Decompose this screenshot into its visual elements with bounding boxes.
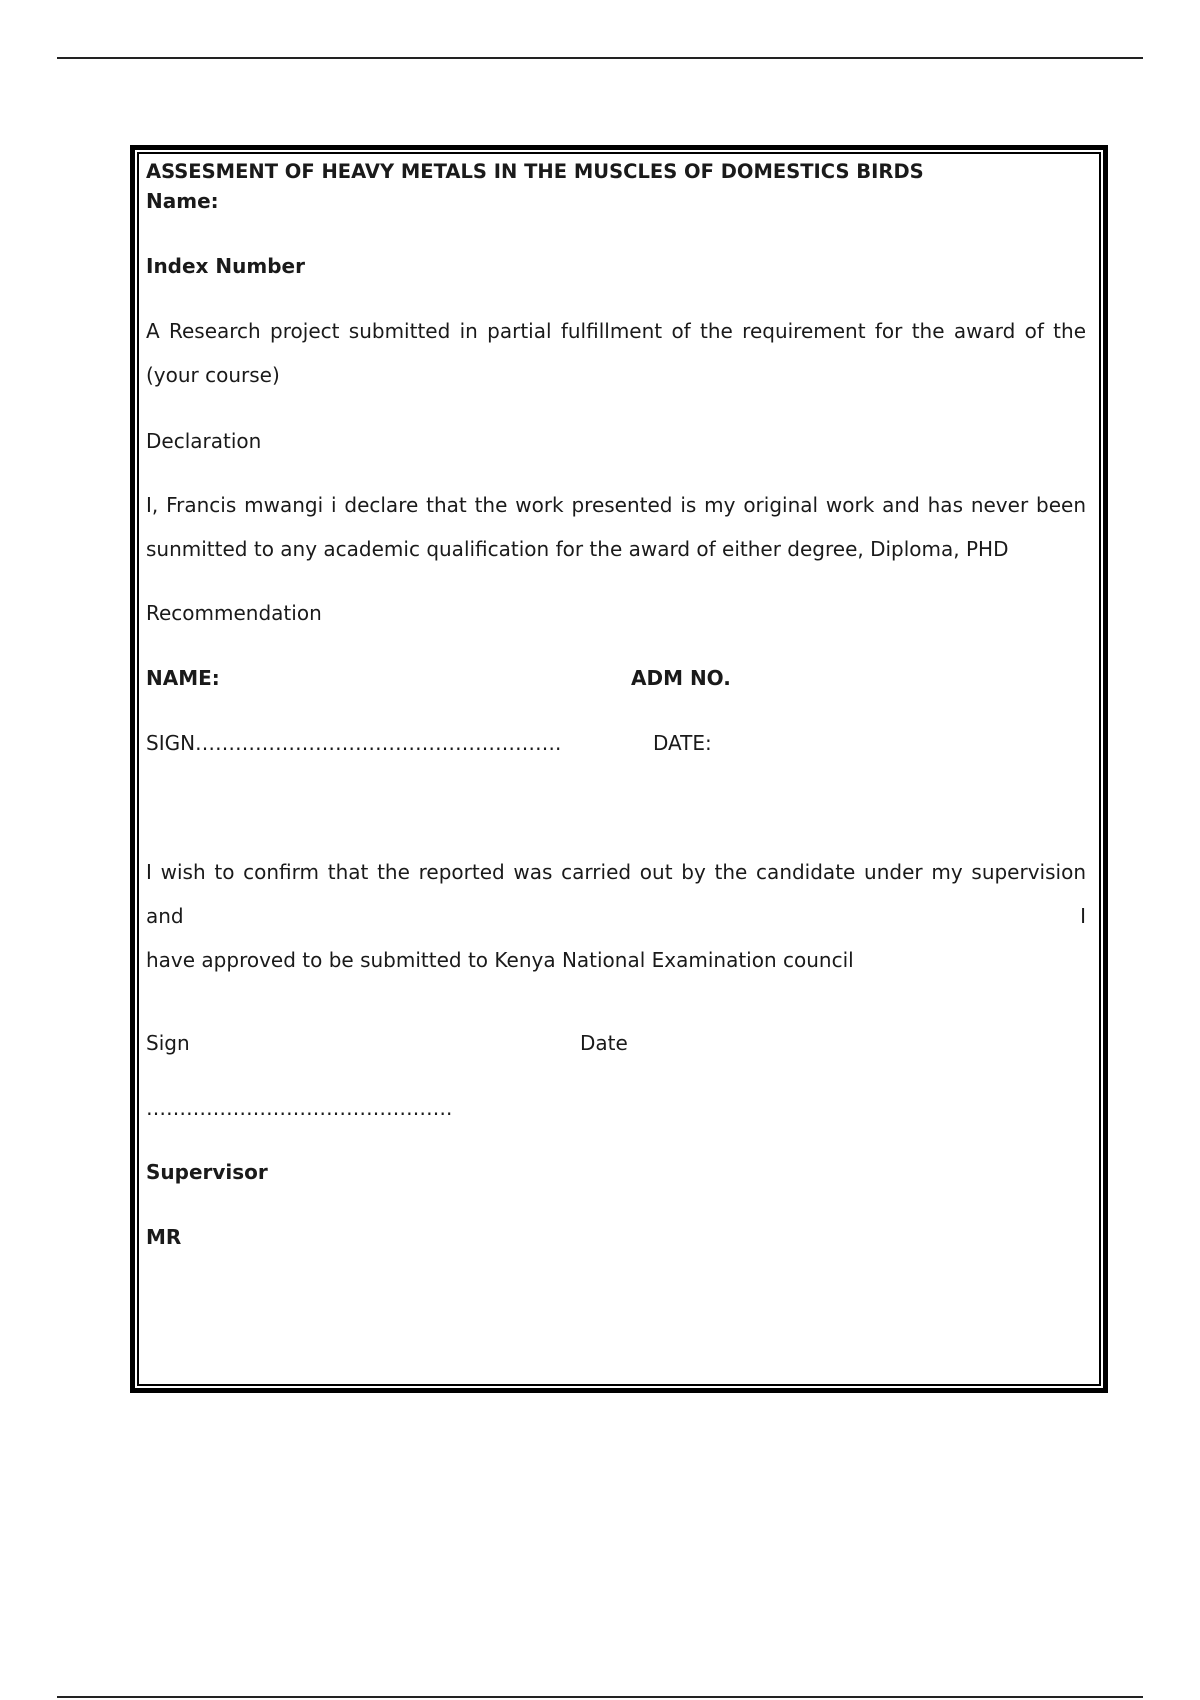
header-rule xyxy=(57,57,1143,59)
student-date-label: DATE: xyxy=(653,731,712,755)
recommendation-heading: Recommendation xyxy=(146,601,322,625)
supervisor-sign-dotted-line: ………………………………………. xyxy=(146,1096,453,1120)
submission-statement xyxy=(146,309,1086,397)
declaration-heading: Declaration xyxy=(146,429,262,453)
mr-label: MR xyxy=(146,1225,182,1249)
name-label: Name: xyxy=(146,189,219,213)
confirmation-line-2: have approved to be submitted to Kenya National Examination council xyxy=(146,948,854,972)
confirmation-line-1: I wish to confirm that the reported was carried out by the candidate under my supervision and I xyxy=(146,860,1086,928)
adm-no-label: ADM NO. xyxy=(631,666,731,690)
index-number-label: Index Number xyxy=(146,254,305,278)
supervisor-sign-label: Sign xyxy=(146,1031,190,1055)
supervisor-date-label: Date xyxy=(580,1031,628,1055)
supervisor-label: Supervisor xyxy=(146,1160,268,1184)
document-title: ASSESMENT OF HEAVY METALS IN THE MUSCLES OF DOMESTICS BIRDS xyxy=(146,160,924,183)
declaration-line-1: I, Francis mwangi i declare that the work presented is my original work and has never been xyxy=(146,493,1086,517)
student-name-label: NAME: xyxy=(146,666,220,690)
declaration-line-2: sunmitted to any academic qualification for the award of either degree, Diploma, PHD xyxy=(146,537,1009,561)
footer-rule xyxy=(57,1696,1143,1698)
submission-line-1: A Research project submitted in partial fulfillment of the requirement for the award of the xyxy=(146,319,1086,343)
supervisor-confirmation xyxy=(146,850,1086,982)
student-sign-line: SIGN………………………………………………. xyxy=(146,731,562,755)
submission-line-2: (your course) xyxy=(146,363,280,387)
declaration-statement xyxy=(146,483,1086,571)
